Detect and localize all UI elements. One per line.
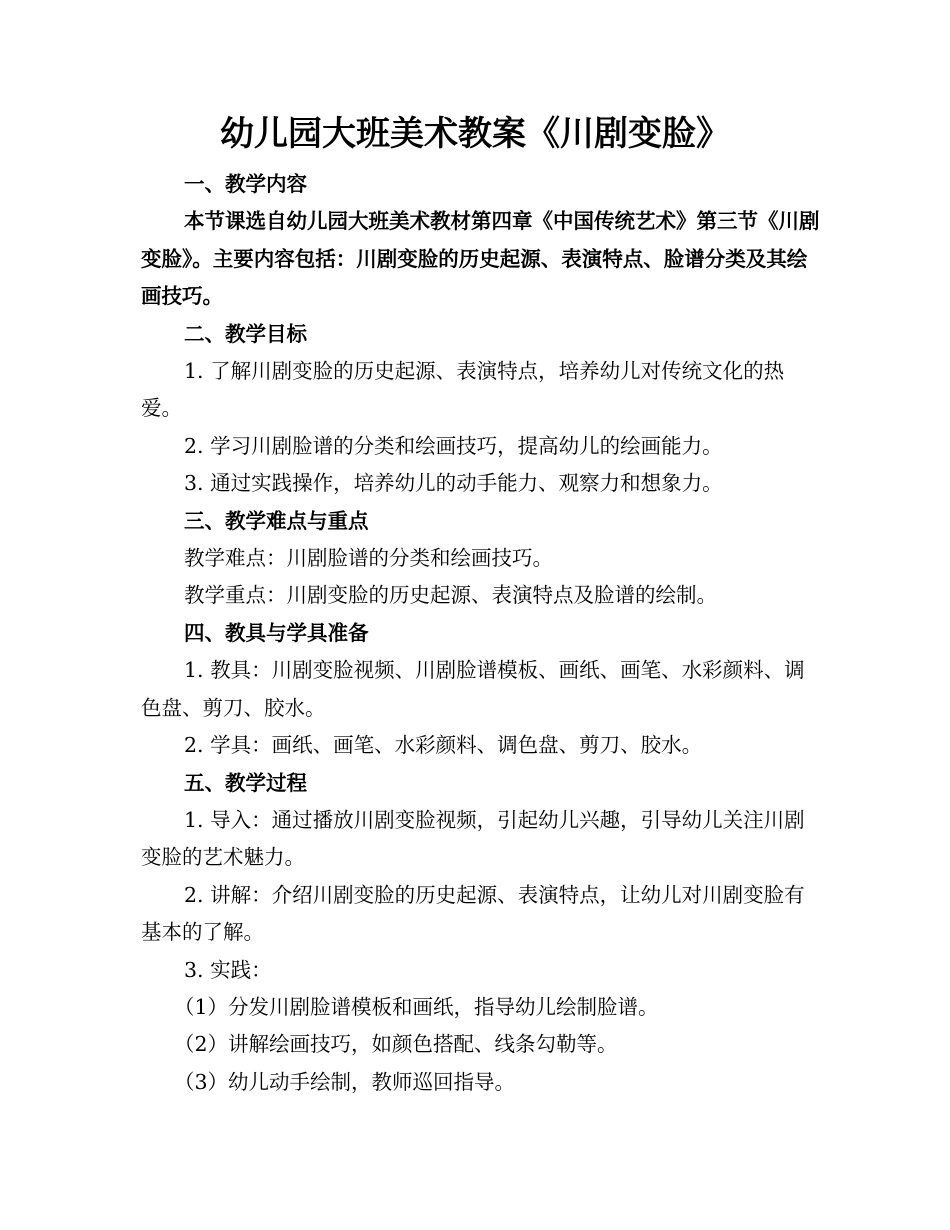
section-heading-content: 一、教学内容 [184, 172, 307, 196]
goal-item-3: 3. 通过实践操作，培养幼儿的动手能力、观察力和想象力。 [184, 471, 723, 496]
goal-item-1: 1. 了解川剧变脸的历史起源、表演特点，培养幼儿对传统文化的热爱。 [141, 359, 785, 421]
document-title: 幼儿园大班美术教案《川剧变脸》 [220, 114, 730, 154]
process-item-1: 1. 导入：通过播放川剧变脸视频，引起幼儿兴趣，引导幼儿关注川剧变脸的艺术魅力。 [141, 807, 805, 870]
difficulty-item: 教学难点：川剧脸谱的分类和绘画技巧。 [184, 546, 553, 571]
section-heading-materials: 四、教具与学具准备 [184, 620, 369, 645]
materials-item-2: 2. 学具：画纸、画笔、水彩颜料、调色盘、剪刀、胶水。 [184, 733, 703, 758]
document-body [141, 166, 821, 1101]
process-item-2: 2. 讲解：介绍川剧变脸的历史起源、表演特点，让幼儿对川剧变脸有基本的了解。 [141, 882, 805, 945]
process-item-3: 3. 实践： [184, 957, 272, 982]
process-subitem-1: （1）分发川剧脸谱模板和画纸，指导幼儿绘制脸谱。 [174, 994, 659, 1019]
section-heading-difficulties: 三、教学难点与重点 [184, 508, 369, 533]
section-heading-goals: 二、教学目标 [184, 321, 307, 346]
process-subitem-2: （2）讲解绘画技巧，如颜色搭配、线条勾勒等。 [174, 1032, 618, 1057]
materials-item-1: 1. 教具：川剧变脸视频、川剧脸谱模板、画纸、画笔、水彩颜料、调色盘、剪刀、胶水。 [141, 658, 805, 720]
key-point-item: 教学重点：川剧变脸的历史起源、表演特点及脸谱的绘制。 [184, 583, 717, 608]
content-paragraph: 本节课选自幼儿园大班美术教材第四章《中国传统艺术》第三节《川剧变脸》。主要内容包括：川剧变脸的历史起源、表演特点、脸谱分类及其绘画技巧。 [141, 209, 820, 309]
goal-item-2: 2. 学习川剧脸谱的分类和绘画技巧，提高幼儿的绘画能力。 [184, 433, 723, 458]
section-heading-process: 五、教学过程 [184, 770, 307, 795]
process-subitem-3: （3）幼儿动手绘制，教师巡回指导。 [174, 1069, 516, 1094]
